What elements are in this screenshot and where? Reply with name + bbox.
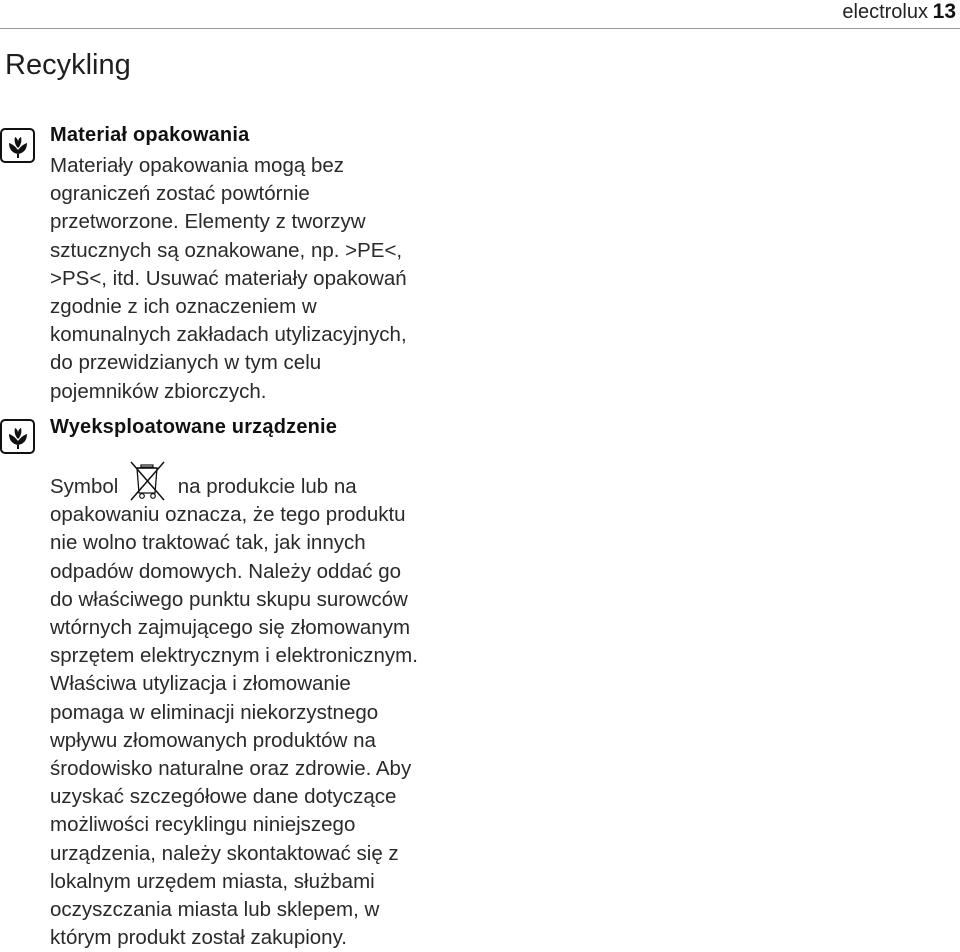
text-line: Właściwa utylizacja i złomowanie <box>50 672 351 696</box>
page-title: Recykling <box>5 49 131 81</box>
text-line: do przewidzianych w tym celu <box>50 351 322 375</box>
header-divider <box>0 28 960 29</box>
section-heading-packaging: Materiał opakowania <box>50 124 250 146</box>
text-line: wtórnych zajmującego się złomowanym <box>50 616 411 640</box>
text-line: pojemników zbiorczych. <box>50 379 267 403</box>
text-line: sztucznych są oznakowane, np. >PE<, <box>50 238 403 262</box>
text-line: ograniczeń zostać powtórnie <box>50 182 310 206</box>
text-line: Materiały opakowania mogą bez <box>50 154 344 177</box>
text-line: urządzenia, należy skontaktować się z <box>50 841 399 865</box>
text-line: >PS<, itd. Usuwać materiały opakowań <box>50 266 407 290</box>
text-line: lokalnym urzędem miasta, służbami <box>50 869 375 893</box>
text-line: środowisko naturalne oraz zdrowie. Aby <box>50 757 412 781</box>
text-line: do właściwego punktu skupu surowców <box>50 587 408 611</box>
page-number: 13 <box>932 0 956 23</box>
recycling-flower-icon <box>0 128 35 163</box>
text-line: opakowaniu oznacza, że tego produktu <box>50 503 406 527</box>
text-line: uzyskać szczegółowe dane dotyczące <box>50 785 397 809</box>
section-body-disposal <box>50 473 510 952</box>
symbol-line <box>50 473 510 501</box>
text-line: komunalnych zakładach utylizacyjnych, <box>50 323 407 347</box>
page-header <box>0 0 960 28</box>
text-line: zgodnie z ich oznaczeniem w <box>50 295 317 319</box>
symbol-text-before: Symbol <box>50 475 119 498</box>
section-heading-disposal: Wyeksploatowane urządzenie <box>50 416 338 438</box>
crossed-out-wheelie-bin-icon <box>124 473 172 501</box>
text-line: możliwości recyklingu niniejszego <box>50 813 356 837</box>
recycling-flower-icon <box>0 419 35 454</box>
text-line: oczyszczania miasta lub sklepem, w <box>50 898 380 922</box>
text-line: wpływu złomowanych produktów na <box>50 728 376 752</box>
text-line: odpadów domowych. Należy oddać go <box>50 559 401 583</box>
section-body-packaging <box>50 152 510 406</box>
text-line: pomaga w eliminacji niekorzystnego <box>50 700 379 724</box>
text-line: nie wolno traktować tak, jak innych <box>50 531 366 555</box>
brand-name: electrolux <box>842 1 928 23</box>
text-line: przetworzone. Elementy z tworzyw <box>50 210 366 234</box>
symbol-text-after: na produkcie lub na <box>177 475 357 498</box>
text-line: którym produkt został zakupiony. <box>50 926 347 950</box>
text-line: sprzętem elektrycznym i elektronicznym. <box>50 644 418 668</box>
